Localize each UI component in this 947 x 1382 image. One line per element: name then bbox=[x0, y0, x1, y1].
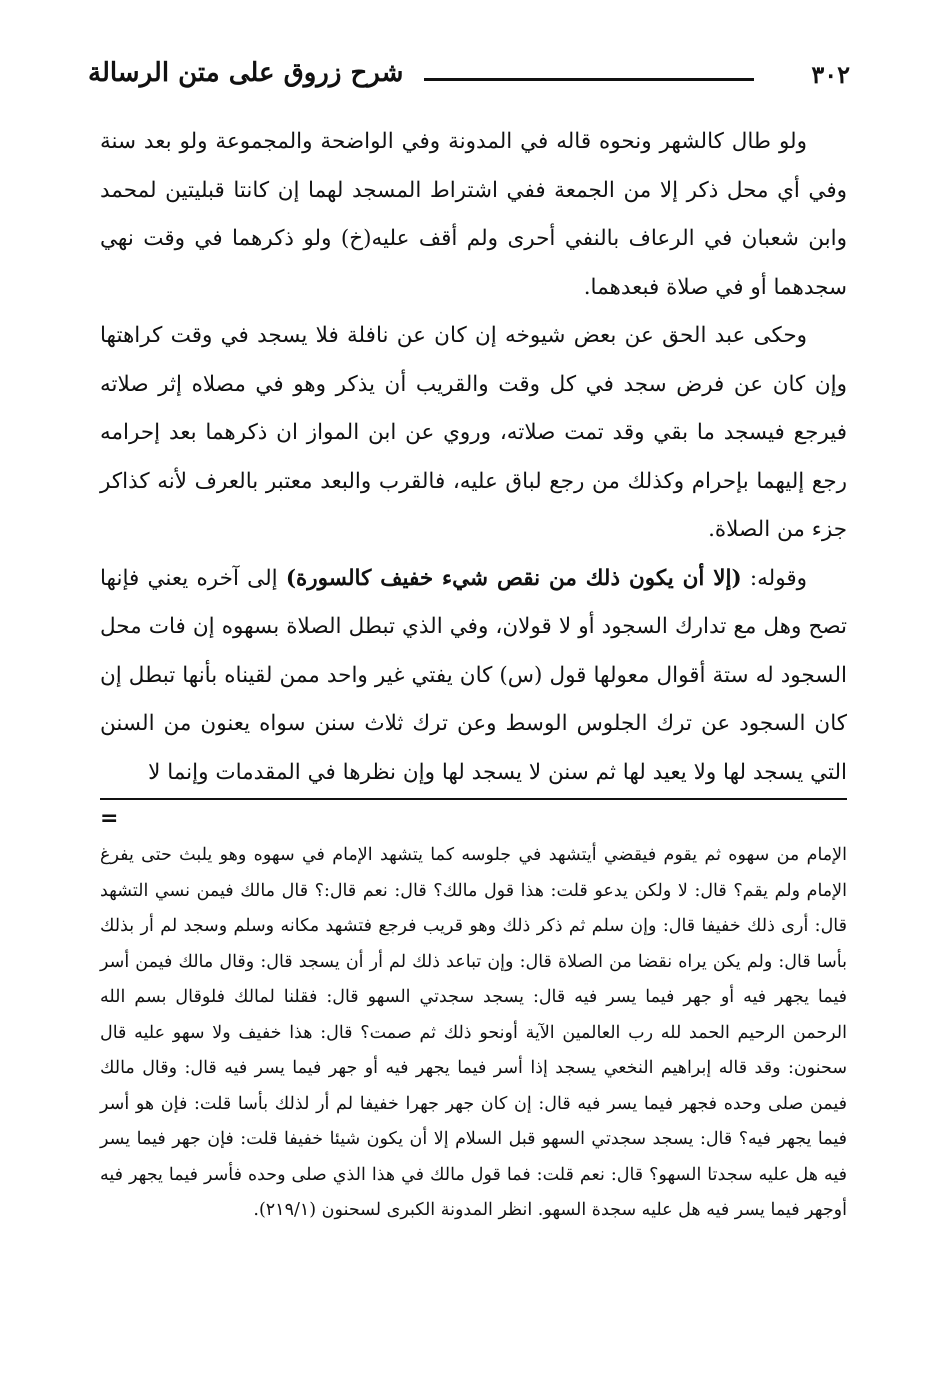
quoted-matn: (إلا أن يكون ذلك من نقص شيء خفيف كالسورة) bbox=[285, 565, 742, 591]
paragraph-2: وحكى عبد الحق عن بعض شيوخه إن كان عن نافلة فلا يسجد في وقت كراهتها وإن كان عن فرض سجد في كل وقت والقريب أن يذكر وهو في مصلاه إثر صلاته فيرجع فيسجد ما بقي وقد تمت صلاته، وروي عن ابن المواز ان ذكرهما بعد إحرامه رجع إليهما بإحرام وكذلك من رجع لباق عليه، فالقرب والبعد معتبر بالعرف لأنه كذاكر جزء من الصلاة. bbox=[100, 323, 847, 542]
page-number: ٣٠٢ bbox=[811, 60, 850, 89]
paragraph-3-lead: وقوله: bbox=[741, 565, 808, 591]
footnote bbox=[100, 838, 847, 1229]
paragraph-3-body: إلى آخره يعني فإنها تصح وهل مع تدارك السجود أو لا قولان، وفي الذي تبطل الصلاة بسهوه إن فات محل السجود له ستة أقوال معولها قول (س) كان يفتي غير واحد ممن لقيناه بأنها تبطل إن كان السجود عن ترك الجلوس الوسط وعن ترك ثلاث سنن سواه يعنون من السنن التي يسجد لها ولا يعيد لها ثم سنن لا يسجد لها وإن نظرها في المقدمات وإنما لا bbox=[100, 565, 847, 785]
footnote-separator bbox=[100, 798, 847, 800]
header-rule bbox=[424, 78, 754, 81]
paragraph-3 bbox=[100, 555, 847, 798]
paragraph-1: ولو طال كالشهر ونحوه قاله في المدونة وفي الواضحة والمجموعة ولو بعد سنة وفي أي محل ذكر إلا من الجمعة ففي اشتراط المسجد لهما إن كانتا قبليتين لمحمد وابن شعبان في الرعاف بالنفي أحرى ولم أقف عليه(خ) ولو ذكرهما في وقت نهي سجدهما أو في صلاة فبعدهما. bbox=[100, 129, 847, 300]
footnote-body: الإمام من سهوه ثم يقوم فيقضي أيتشهد في جلوسه كما يتشهد الإمام في سهوه وهو يلبث حتى يفرغ الإمام ولم يقم؟ قال: لا ولكن يدعو قلت: هذا قول مالك؟ قال: نعم قال:؟ قال مالك فيمن نسي التشهد قال: أرى ذلك خفيفا قال: وإن سلم ثم ذكر ذلك وهو قريب فرجع فتشهد مكانه وسلم وسجد لم أر بذلك بأسا قال: ولم يكن يراه نقضا من الصلاة قال: وإن تباعد ذلك لم أر أن يسجد قال: وقال مالك فيمن أسر فيما يجهر فيه أو جهر فيما يسر فيه قال: يسجد سجدتي السهو قال: فقلنا لمالك فلوقال بسم الله الرحمن الرحيم الحمد لله رب العالمين الآية أونحو ذلك ثم صمت؟ قال: هذا خفيف ولا سهو عليه قال سحنون: وقد قاله إبراهيم النخعي يسجد إذا أسر فيما يجهر فيه أو جهر فيما يسر فيه قال: وقال مالك فيمن صلى وحده فجهر فيما يسر فيه قال: إن كان جهر جهرا خفيفا لم أر لذلك بأسا قلت: فإن هو أسر فيما يجهر فيه؟ قال: يسجد سجدتي السهو قبل السلام إلا أن يكون شيئا خفيفا قلت: فإن جهر فيما يسر فيه هل عليه سجدتا السهو؟ قال: نعم قلت: فما قول مالك في هذا الذي صلى وحده فأسر فيما يجهر فيه أوجهر فيما يسر فيه هل عليه سجدة السهو. انظر المدونة الكبرى لسحنون (٢١٩/١). bbox=[100, 845, 847, 1220]
running-title: شرح زروق على متن الرسالة bbox=[88, 58, 404, 88]
footnote-continuation-mark: = bbox=[100, 806, 119, 831]
main-text bbox=[100, 118, 847, 797]
page-header bbox=[80, 56, 850, 100]
